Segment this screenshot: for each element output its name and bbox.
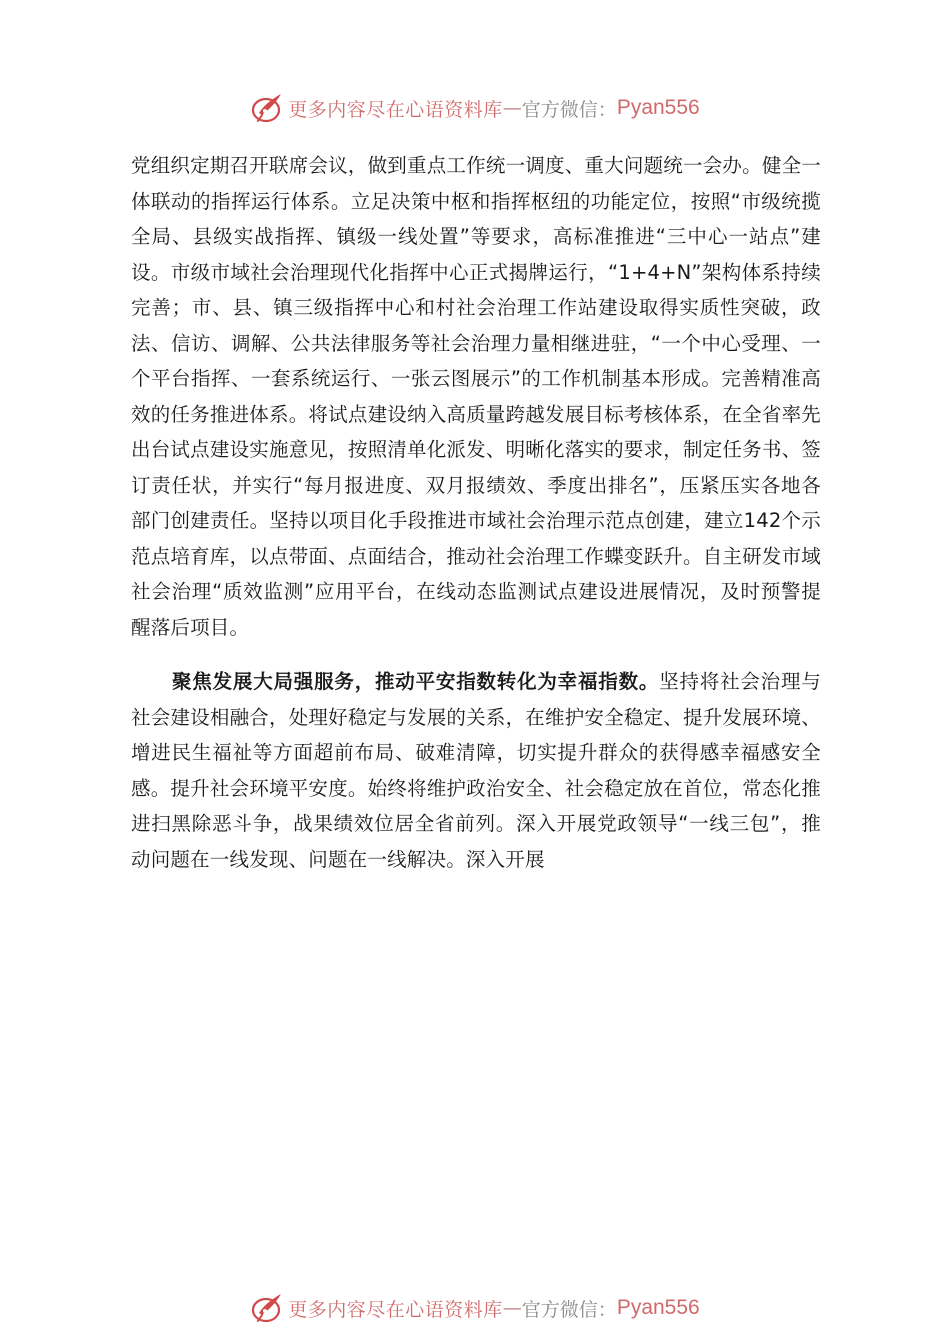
watermark-site-text: 更多内容尽在心语资料库 <box>288 1298 503 1321</box>
watermark-wechat-id: Pyan556 <box>616 1296 700 1319</box>
watermark-separator: — <box>502 1297 522 1319</box>
watermark-header <box>0 88 950 128</box>
watermark-wechat-label: 官方微信： <box>521 1298 617 1321</box>
watermark-wechat-id: Pyan556 <box>616 96 700 119</box>
paragraph-1-text: 党组织定期召开联席会议，做到重点工作统一调度、重大问题统一会办。健全一体联动的指挥运行体系。立足决策中枢和指挥枢纽的功能定位，按照“市级统揽全局、县级实战指挥、镇级一线处置”等要求，高标准推进“三中心一站点”建设。市级市域社会治理现代化指挥中心正式揭牌运行，“1+4+N”架构体系持续完善；市、县、镇三级指挥中心和村社会治理工作站建设取得实质性突破，政法、信访、调解、公共法律服务等社会治理力量相继进驻，“一个中心受理、一个平台指挥、一套系统运行、一张云图展示”的工作机制基本形成。完善精准高效的任务推进体系。将试点建设纳入高质量跨越发展目标考核体系，在全省率先出台试点建设实施意见，按照清单化派发、明晰化落实的要求，制定任务书、签订责任状，并实行“每月报进度、双月报绩效、季度出排名”，压紧压实各地各部门创建责任。坚持以项目化手段推进市域社会治理示范点创建，建立142个示范点培育库，以点带面、点面结合，推动社会治理工作蝶变跃升。自主研发市域社会治理“质效监测”应用平台，在线动态监测试点建设进展情况，及时预警提醒落后项目。 <box>131 154 821 639</box>
paragraph-2-lead: 聚焦发展大局强服务，推动平安指数转化为幸福指数。 <box>172 670 660 693</box>
paragraph-1 <box>131 148 821 645</box>
watermark-wechat-label: 官方微信： <box>521 98 617 121</box>
watermark-site-text: 更多内容尽在心语资料库 <box>288 98 503 121</box>
paragraph-2 <box>131 664 821 877</box>
document-body <box>131 148 821 877</box>
watermark-footer <box>0 1288 950 1328</box>
quill-logo-icon <box>250 1291 284 1325</box>
watermark-separator: — <box>502 97 522 119</box>
quill-logo-icon <box>250 91 284 125</box>
paragraph-2-text: 坚持将社会治理与社会建设相融合，处理好稳定与发展的关系，在维护安全稳定、提升发展环境、增进民生福祉等方面超前布局、破难清障，切实提升群众的获得感幸福感安全感。提升社会环境平安度。始终将维护政治安全、社会稳定放在首位，常态化推进扫黑除恶斗争，战果绩效位居全省前列。深入开展党政领导“一线三包”，推动问题在一线发现、问题在一线解决。深入开展 <box>131 670 821 871</box>
